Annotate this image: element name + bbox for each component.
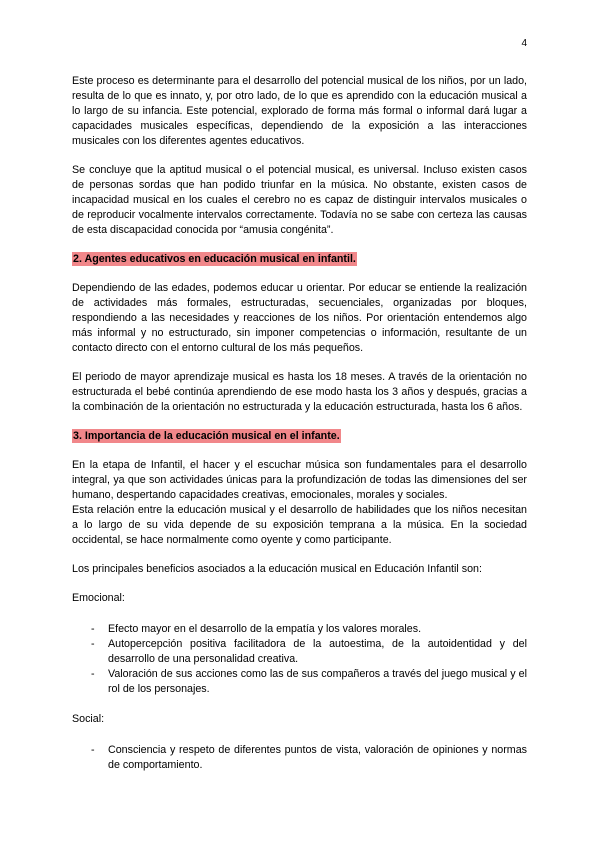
- section-2-heading: 2. Agentes educativos en educación musical en infantil.: [73, 253, 356, 265]
- document-body: [72, 74, 527, 788]
- paragraph: El periodo de mayor aprendizaje musical es hasta los 18 meses. A través de la orientación no estructurada el bebé continúa aprendiendo de ese modo hasta los 3 años y después, gracias a la combinación de la orientación no estructurada y la educación estructurada, hasta los 6 años.: [72, 371, 527, 413]
- social-label: Social:: [72, 713, 105, 725]
- section-heading: [72, 252, 527, 267]
- emocional-list: [72, 622, 527, 697]
- section-heading: [72, 429, 527, 444]
- section-3-heading: 3. Importancia de la educación musical en el infante.: [73, 430, 340, 442]
- paragraph: En la etapa de Infantil, el hacer y el escuchar música son fundamentales para el desarrollo integral, ya que son actividades únicas para la profundización de todas las dimensiones del ser humano, despertando capacidades creativas, emocionales, morales y sociales.: [72, 459, 527, 501]
- list-item: - Autopercepción positiva facilitadora de la autoestima, de la autoidentidad y del desarrollo de una personalidad creativa.: [72, 637, 527, 667]
- social-list: [72, 743, 527, 773]
- emocional-label: Emocional:: [72, 592, 125, 604]
- page-number: 4: [521, 38, 527, 49]
- paragraph: Dependiendo de las edades, podemos educar u orientar. Por educar se entiende la realización de actividades más formales, estructuradas, secuenciales, organizadas por bloques, respondiendo a las necesidades y reacciones de los niños. Por orientación entendemos algo más informal y no estructurado, sin imponer competencias o información, resultante de un contacto directo con el entorno cultural de los más pequeños.: [72, 282, 527, 354]
- paragraph: Se concluye que la aptitud musical o el potencial musical, es universal. Incluso existen casos de personas sordas que han podido triunfar en la música. No obstante, existen casos de incapacidad musical en los cuales el cerebro no es capaz de distinguir intervalos musicales o de reproducir vocalmente intervalos correctamente. Todavía no se sabe con certeza las causas de esta discapacidad conocida por “amusia congénita”.: [72, 164, 527, 236]
- paragraph: Este proceso es determinante para el desarrollo del potencial musical de los niños, por un lado, resulta de lo que es innato, y, por otro lado, de lo que es aprendido con la educación musical a lo largo de su infancia. Este potencial, explorado de forma más formal o informal dará lugar a capacidades musicales específicas, dependiendo de la exposición a las interacciones musicales con los diferentes agentes educativos.: [72, 75, 527, 147]
- list-item: - Efecto mayor en el desarrollo de la empatía y los valores morales.: [72, 622, 527, 637]
- list-item: - Consciencia y respeto de diferentes puntos de vista, valoración de opiniones y normas de comportamiento.: [72, 743, 527, 773]
- paragraph: Los principales beneficios asociados a la educación musical en Educación Infantil son:: [72, 563, 482, 575]
- list-item: - Valoración de sus acciones como las de sus compañeros a través del juego musical y el rol de los personajes.: [72, 667, 527, 697]
- paragraph: Esta relación entre la educación musical y el desarrollo de habilidades que los niños necesitan a lo largo de su vida depende de su exposición temprana a la música. En la sociedad occidental, se hace normalmente como oyente y como participante.: [72, 504, 527, 546]
